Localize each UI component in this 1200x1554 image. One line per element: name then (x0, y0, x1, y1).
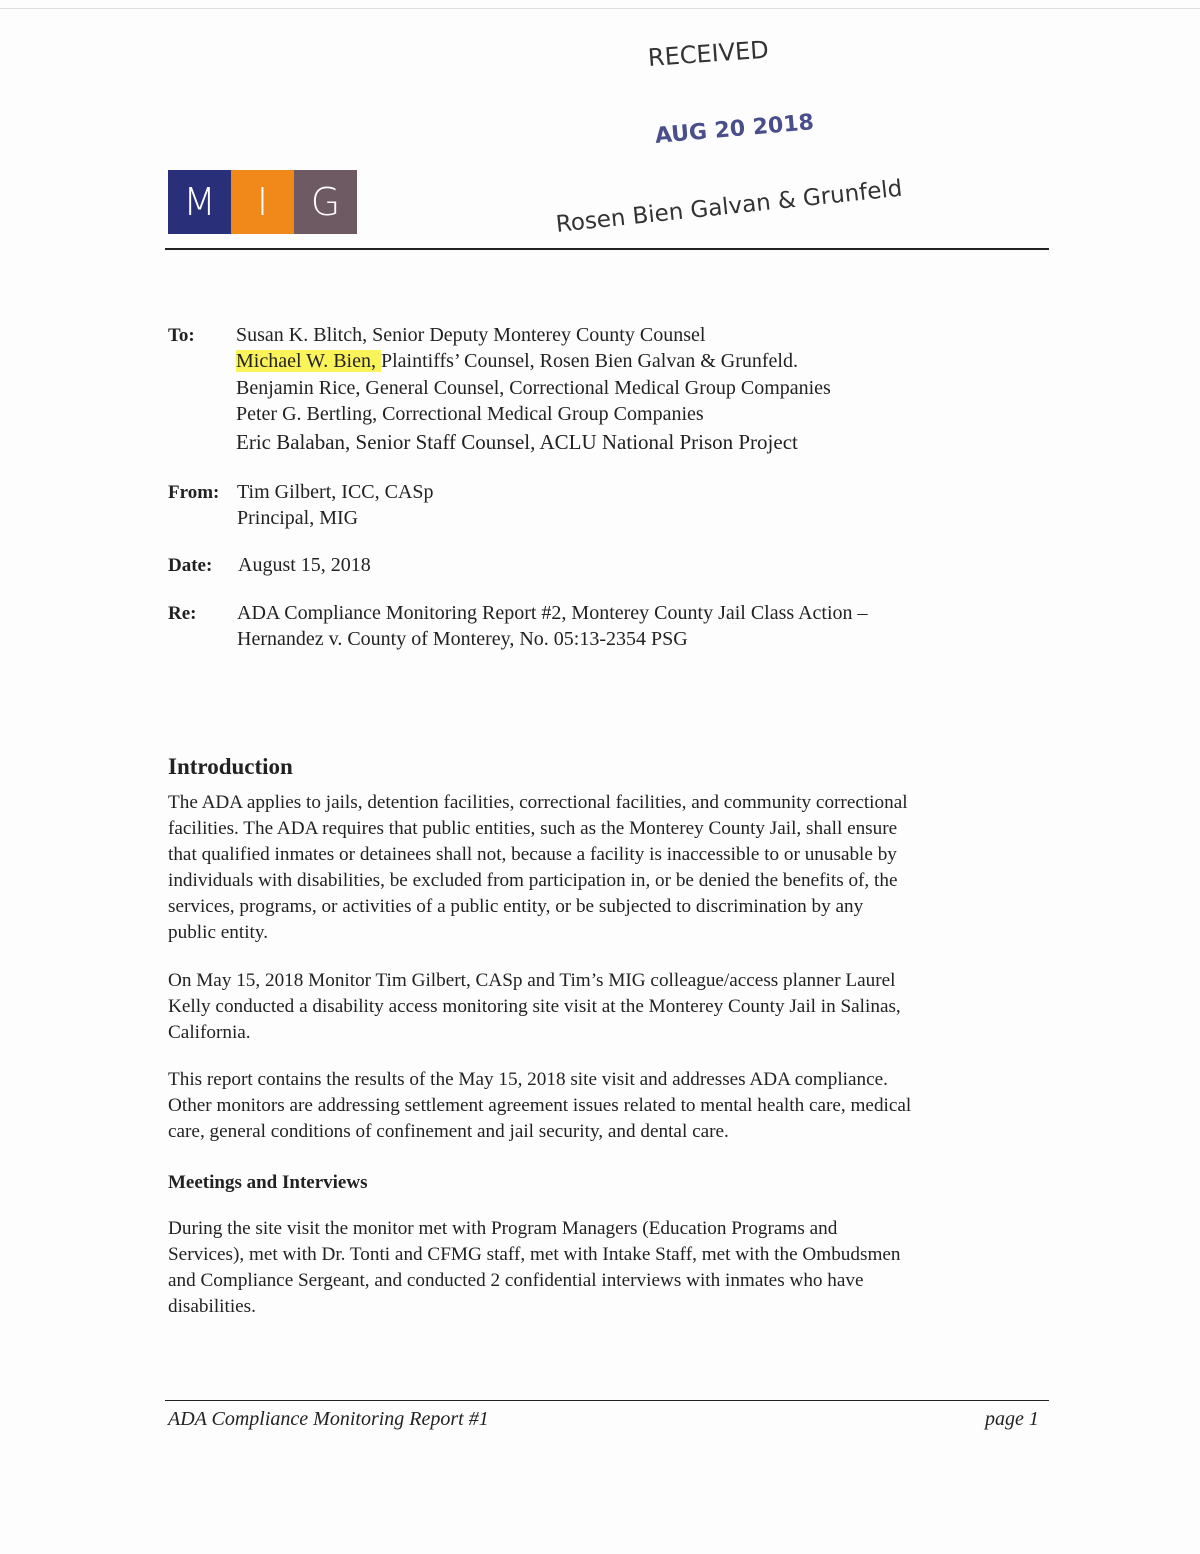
paragraph-line: individuals with disabilities, be excluded from participation in, or be denied the benefits of, the (168, 870, 898, 891)
logo-letter-g: G (294, 170, 357, 234)
paragraph-line: Other monitors are addressing settlement agreement issues related to mental health care, medical (168, 1095, 912, 1116)
firm-stamp: Rosen Bien Galvan & Grunfeld (554, 175, 904, 238)
paragraph-line: Services), met with Dr. Tonti and CFMG staff, met with Intake Staff, met with the Ombudsmen (168, 1244, 901, 1265)
recipient-role: Plaintiffs’ Counsel, Rosen Bien Galvan & Grunfeld. (380, 350, 798, 372)
header-rule (165, 248, 1049, 250)
re-line: ADA Compliance Monitoring Report #2, Monterey County Jail Class Action – (237, 602, 868, 624)
from-title: Principal, MIG (237, 507, 359, 529)
meetings-heading: Meetings and Interviews (168, 1172, 368, 1193)
scan-edge-line (0, 8, 1200, 9)
to-recipient: Susan K. Blitch, Senior Deputy Monterey County Counsel (236, 324, 706, 346)
to-recipient: Eric Balaban, Senior Staff Counsel, ACLU National Prison Project (236, 430, 798, 454)
mig-logo (168, 170, 357, 234)
paragraph-line: On May 15, 2018 Monitor Tim Gilbert, CASp and Tim’s MIG colleague/access planner Laurel (168, 970, 896, 991)
to-recipient: Benjamin Rice, General Counsel, Correctional Medical Group Companies (236, 377, 831, 399)
paragraph-line: facilities. The ADA requires that public entities, such as the Monterey County Jail, shall ensure (168, 818, 898, 839)
from-label: From: (168, 482, 220, 503)
paragraph-line: care, general conditions of confinement and jail security, and dental care. (168, 1121, 729, 1142)
memo-date: August 15, 2018 (238, 554, 371, 576)
footer-rule (165, 1400, 1049, 1401)
paragraph-line: that qualified inmates or detainees shall not, because a facility is inaccessible to or unusable by (168, 844, 897, 865)
logo-letter-m: M (168, 170, 231, 234)
paragraph-line: and Compliance Sergeant, and conducted 2 confidential interviews with inmates who have (168, 1270, 864, 1291)
to-recipient: Peter G. Bertling, Correctional Medical Group Companies (236, 403, 704, 425)
from-name: Tim Gilbert, ICC, CASp (237, 481, 434, 503)
paragraph-line: This report contains the results of the May 15, 2018 site visit and addresses ADA compliance. (168, 1069, 888, 1090)
re-line: Hernandez v. County of Monterey, No. 05:13-2354 PSG (237, 628, 688, 650)
paragraph-line: services, programs, or activities of a public entity, or be subjected to discrimination by any (168, 896, 864, 917)
received-stamp: RECEIVED (647, 35, 770, 72)
paragraph-line: During the site visit the monitor met with Program Managers (Education Programs and (168, 1218, 838, 1239)
date-label: Date: (168, 555, 213, 576)
received-date-stamp: AUG 20 2018 (653, 110, 815, 149)
to-label: To: (168, 325, 195, 346)
footer-title: ADA Compliance Monitoring Report #1 (168, 1408, 489, 1430)
paragraph-line: The ADA applies to jails, detention facilities, correctional facilities, and community correctional (168, 792, 908, 813)
to-recipient (236, 350, 798, 373)
introduction-heading: Introduction (168, 754, 293, 779)
highlighted-name: Michael W. Bien, (236, 350, 381, 372)
paragraph-line: disabilities. (168, 1296, 256, 1317)
paragraph-line: public entity. (168, 922, 269, 943)
re-label: Re: (168, 603, 197, 624)
logo-letter-i: I (231, 170, 294, 234)
page-number: page 1 (985, 1408, 1039, 1430)
paragraph-line: California. (168, 1022, 251, 1043)
paragraph-line: Kelly conducted a disability access monitoring site visit at the Monterey County Jail in Salinas, (168, 996, 901, 1017)
